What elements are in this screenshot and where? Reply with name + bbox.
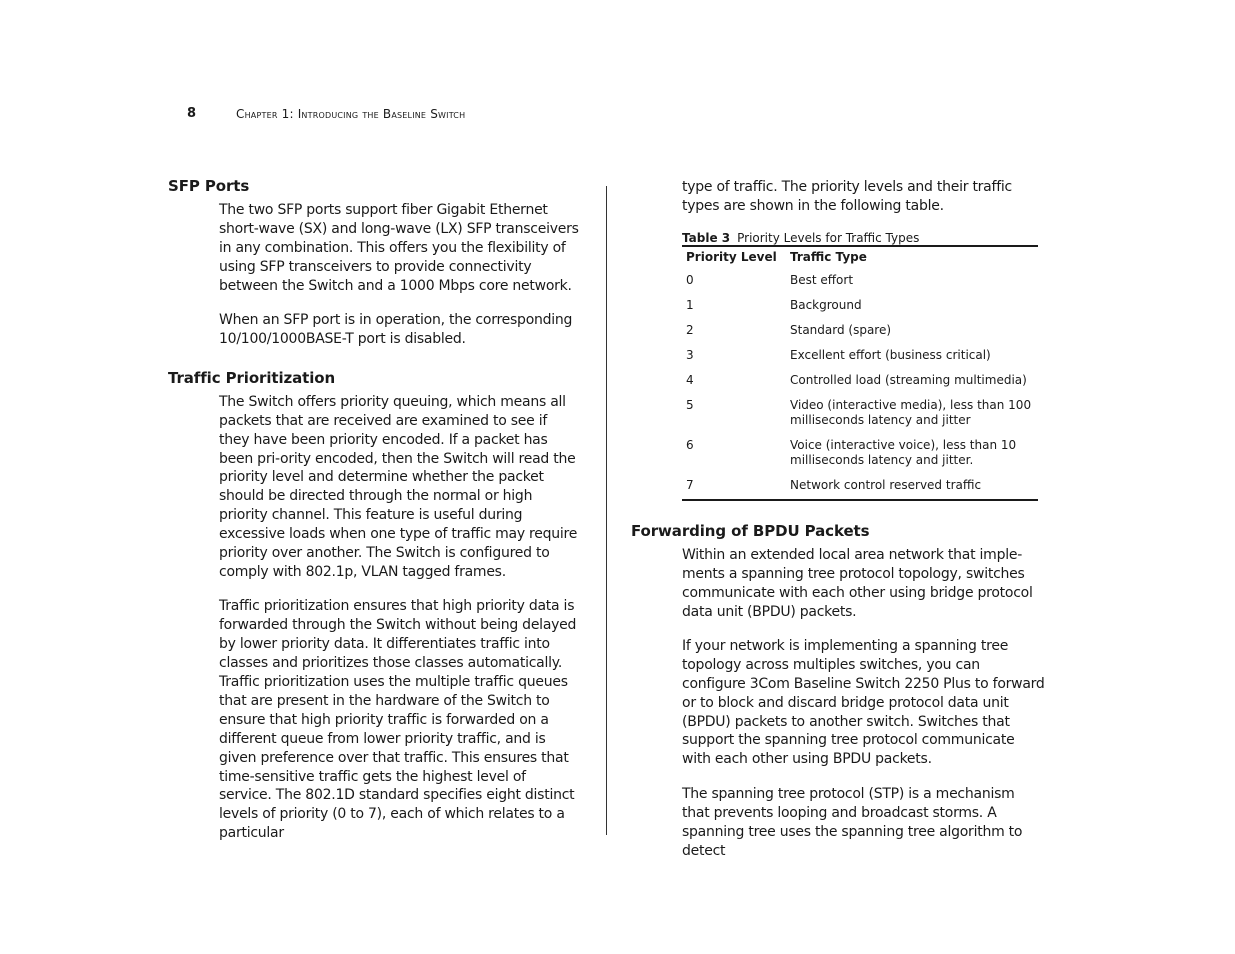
page-number: 8 bbox=[187, 106, 197, 121]
paragraph: Within an extended local area network that imple-ments a spanning tree protocol topology, switches communicate with each other using bridge protocol data unit (BPDU) packets. bbox=[682, 546, 1033, 620]
table-cell: 1 bbox=[686, 297, 694, 312]
table-cell: Voice (interactive voice), less than 10 milliseconds latency and jitter. bbox=[790, 437, 1017, 467]
paragraph: type of traffic. The priority levels and their traffic types are shown in the following table. bbox=[682, 179, 1012, 214]
paragraph: The two SFP ports support fiber Gigabit Ethernet short-wave (SX) and long-wave (LX) SFP transceivers in any combination. This offers you the flexibility of using SFP transceivers to provide connectivity between the Switch and a 1000 Mbps core network. bbox=[219, 202, 579, 294]
table-row bbox=[682, 474, 1038, 500]
table-row bbox=[682, 319, 1038, 344]
table-cell: 4 bbox=[686, 372, 694, 387]
table-cell: Network control reserved traffic bbox=[790, 477, 982, 492]
running-head: Chapter 1: Introducing the Baseline Switch bbox=[236, 107, 466, 121]
table-row bbox=[682, 434, 1038, 474]
table-cell: Standard (spare) bbox=[790, 322, 892, 337]
section-heading-sfp-ports: SFP Ports bbox=[168, 177, 250, 195]
paragraph: If your network is implementing a spanning tree topology across multiples switches, you can configure 3Com Baseline Switch 2250 Plus to forward or to block and discard bridge protocol data unit (BPDU) packets to another switch. Switches that support the spanning tree protocol communicate with each other using BPDU packets. bbox=[682, 637, 1045, 768]
table-cell: 7 bbox=[686, 477, 694, 492]
table-cell: 3 bbox=[686, 347, 694, 362]
sfp-body bbox=[219, 201, 580, 349]
table-cell: Excellent effort (business critical) bbox=[790, 347, 991, 362]
intro-body bbox=[682, 178, 1046, 216]
table-caption-number: Table 3 bbox=[682, 230, 731, 245]
table-cell: 6 bbox=[686, 437, 694, 452]
table-cell: Video (interactive media), less than 100 milliseconds latency and jitter bbox=[790, 397, 1032, 427]
table-cell: 2 bbox=[686, 322, 694, 337]
column-header: Priority Level bbox=[686, 249, 777, 264]
table-caption-title: Priority Levels for Traffic Types bbox=[737, 230, 920, 245]
table-row bbox=[682, 369, 1038, 394]
paragraph: The spanning tree protocol (STP) is a mechanism that prevents looping and broadcast storms. A spanning tree uses the spanning tree algorithm to detect bbox=[682, 785, 1023, 859]
table-row bbox=[682, 344, 1038, 369]
table-cell: Best effort bbox=[790, 272, 854, 287]
left-column bbox=[168, 176, 580, 859]
table-cell: Controlled load (streaming multimedia) bbox=[790, 372, 1027, 387]
right-column bbox=[631, 178, 1046, 876]
section-heading-traffic-prioritization: Traffic Prioritization bbox=[168, 368, 336, 387]
column-divider bbox=[606, 186, 607, 835]
table-cell: 0 bbox=[686, 272, 694, 287]
table-caption bbox=[682, 231, 1046, 245]
column-header: Traffic Type bbox=[790, 249, 867, 264]
section-heading-forwarding-bpdu: Forwarding of BPDU Packets bbox=[631, 521, 870, 540]
paragraph: When an SFP port is in operation, the corresponding 10/100/1000BASE-T port is disabled. bbox=[219, 312, 573, 347]
table-row bbox=[682, 394, 1038, 434]
priority-levels-table bbox=[682, 245, 1038, 501]
paragraph: Traffic prioritization ensures that high priority data is forwarded through the Switch without being delayed by lower priority data. It differentiates traffic into classes and prioritizes those classes automatically. Traffic prioritization uses the multiple traffic queues that are present in the hardware of the Switch to ensure that high priority traffic is forwarded on a different queue from lower priority traffic, and is given preference over that traffic. This ensures that time-sensitive traffic gets the highest level of service. The 802.1D standard specifies eight distinct levels of priority (0 to 7), each of which relates to a particular bbox=[219, 598, 577, 842]
bpdu-body bbox=[682, 546, 1046, 861]
table-cell: Background bbox=[790, 297, 862, 312]
table-row bbox=[682, 269, 1038, 294]
traffic-prioritization-body bbox=[219, 393, 580, 843]
table-header-row bbox=[682, 246, 1038, 269]
table-row bbox=[682, 294, 1038, 319]
paragraph: The Switch offers priority queuing, which means all packets that are received are examined to see if they have been priority encoded. If a packet has been pri-ority encoded, then the Switch will read the priority level and determine whether the packet should be directed through the normal or high priority channel. This feature is useful during excessive loads when one type of traffic may require priority over another. The Switch is configured to comply with 802.1p, VLAN tagged frames. bbox=[219, 393, 578, 580]
table-cell: 5 bbox=[686, 397, 694, 412]
